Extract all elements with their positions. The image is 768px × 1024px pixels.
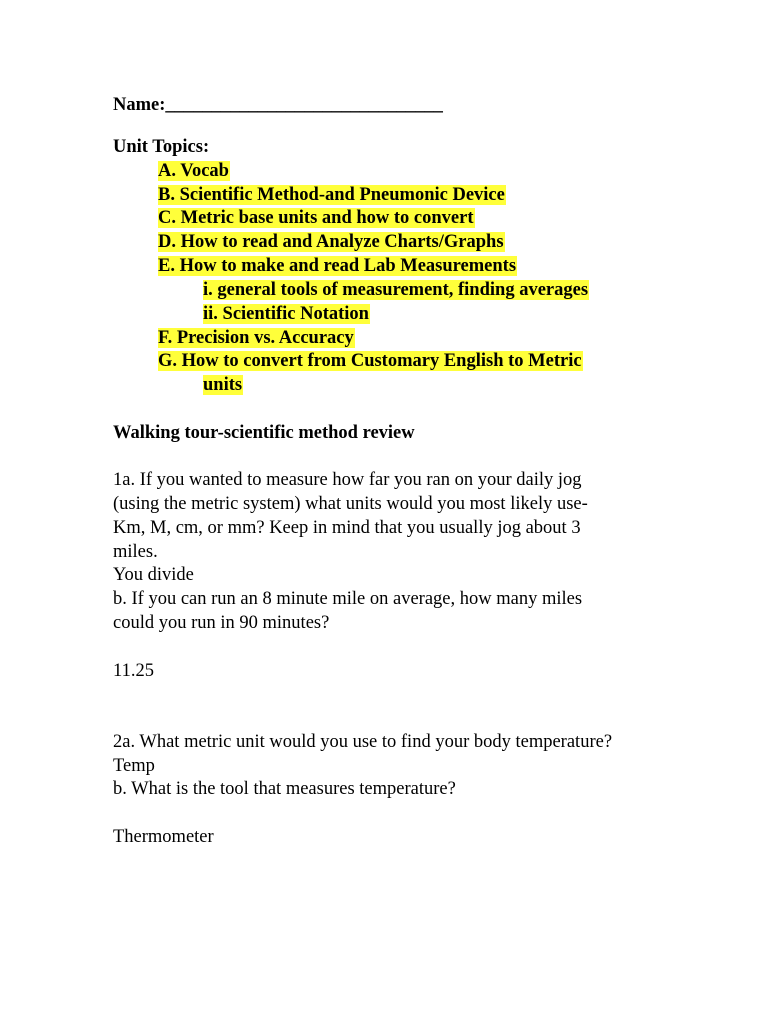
topic-item — [158, 349, 583, 373]
topic-item — [158, 206, 475, 230]
question-1a-line: Km, M, cm, or mm? Keep in mind that you usually jog about 3 — [113, 518, 581, 538]
topic-item-text: C. Metric base units and how to convert — [158, 208, 474, 228]
topic-item-text: A. Vocab — [158, 161, 229, 181]
question-1a-line: 1a. If you wanted to measure how far you ran on your daily jog — [113, 470, 582, 490]
topic-item — [158, 183, 506, 207]
topic-subitem — [203, 278, 589, 302]
question-1a-line: (using the metric system) what units would you most likely use- — [113, 494, 588, 514]
question-1b-line: could you run in 90 minutes? — [113, 613, 330, 633]
topic-item-text: B. Scientific Method-and Pneumonic Device — [158, 185, 505, 205]
topic-item — [158, 159, 230, 183]
topic-subitem-text: ii. Scientific Notation — [203, 304, 369, 324]
topic-subitem — [203, 302, 370, 326]
topic-item-text: E. How to make and read Lab Measurements — [158, 256, 517, 276]
topic-item-text: D. How to read and Analyze Charts/Graphs — [158, 232, 504, 252]
topic-item-text: G. How to convert from Customary English to Metric — [158, 351, 582, 371]
topic-item — [158, 230, 505, 254]
question-2a: 2a. What metric unit would you use to find your body temperature? — [113, 732, 613, 752]
unit-topics-heading: Unit Topics: — [113, 137, 210, 157]
question-1a-line: miles. — [113, 542, 158, 562]
topic-subitem-text: i. general tools of measurement, finding averages — [203, 280, 589, 300]
answer-1b: 11.25 — [113, 661, 154, 681]
topic-item-continuation — [203, 373, 243, 397]
answer-2b: Thermometer — [113, 827, 214, 847]
topic-item — [158, 326, 355, 350]
topic-item — [158, 254, 517, 278]
question-1b-line: b. If you can run an 8 minute mile on average, how many miles — [113, 589, 583, 609]
answer-2a: Temp — [113, 756, 155, 776]
answer-1a: You divide — [113, 565, 194, 585]
question-2b: b. What is the tool that measures temperature? — [113, 779, 456, 799]
topic-item-text: F. Precision vs. Accuracy — [158, 328, 354, 348]
section-title: Walking tour-scientific method review — [113, 423, 415, 443]
topic-item-text: units — [203, 375, 243, 395]
name-field-label: Name:______________________________ — [113, 95, 443, 115]
